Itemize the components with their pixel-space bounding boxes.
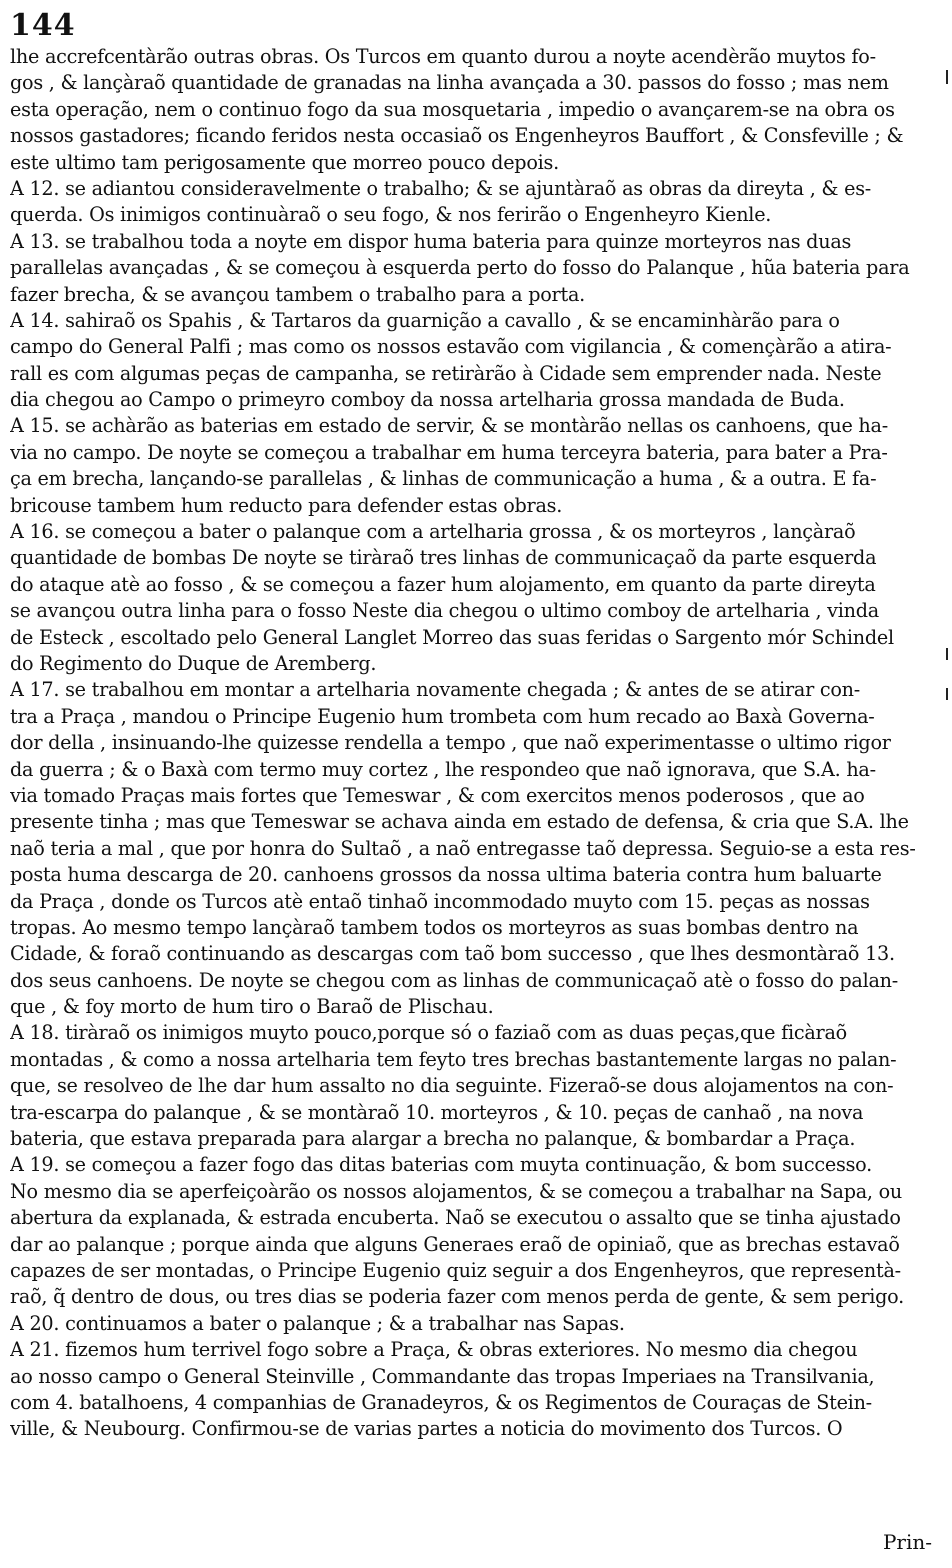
text-line: da guerra ; & o Baxà com termo muy cortez , lhe respondeo que naõ ignorava, que S.A. ha-: [10, 757, 876, 781]
text-line: ça em brecha, lançando-se parallelas , & linhas de communicação a huma , & a outra. E fa-: [10, 467, 877, 491]
catchword: Prin-: [882, 1530, 932, 1554]
text-line: A 20. continuamos a bater o palanque ; & a trabalhar nas Sapas.: [10, 1311, 625, 1335]
text-line: A 13. se trabalhou toda a noyte em dispor huma bateria para quinze morteyros nas duas: [10, 229, 852, 253]
text-line: tra-escarpa do palanque , & se montàraõ 10. morteyros , & 10. peças de canhaõ , na nova: [10, 1100, 864, 1124]
text-line: posta huma descarga de 20. canhoens grossos da nossa ultima bateria contra hum baluarte: [10, 863, 882, 887]
text-line: que, se resolveo de lhe dar hum assalto no dia seguinte. Fizeraõ-se dous alojamentos na con-: [10, 1074, 894, 1098]
text-line: parallelas avançadas , & se começou à esquerda perto do fosso do Palanque , hũa bateria para: [10, 256, 910, 280]
text-line: capazes de ser montadas, o Principe Eugenio quiz seguir a dos Engenheyros, que representà-: [10, 1258, 901, 1282]
text-line: ao nosso campo o General Steinville , Commandante das tropas Imperiaes na Transilvania,: [10, 1364, 875, 1388]
text-line: este ultimo tam perigosamente que morreo pouco depois.: [10, 150, 559, 174]
text-line: naõ teria a mal , que por honra do Sultaõ , a naõ entregasse taõ depressa. Seguio-se a esta res-: [10, 836, 916, 860]
text-line: presente tinha ; mas que Temeswar se achava ainda em estado de defensa, & cria que S.A. lhe: [10, 810, 909, 834]
text-line: esta operação, nem o continuo fogo da sua mosquetaria , impedio o avançarem-se na obra os: [10, 97, 895, 121]
text-line: ville, & Neubourg. Confirmou-se de varias partes a noticia do movimento dos Turcos. O: [10, 1417, 843, 1441]
margin-mark: [946, 648, 948, 660]
text-line: de Esteck , escoltado pelo General Langlet Morreo das suas feridas o Sargento mór Schindel: [10, 625, 894, 649]
text-line: abertura da explanada, & estrada encuberta. Naõ se executou o assalto que se tinha ajustado: [10, 1206, 901, 1230]
text-line: via tomado Praças mais fortes que Temeswar , & com exercitos menos poderosos , que ao: [10, 783, 865, 807]
text-line: No mesmo dia se aperfeiçoàrão os nossos alojamentos, & se começou a trabalhar na Sapa, ou: [10, 1179, 903, 1203]
text-line: do Regimento do Duque de Aremberg.: [10, 651, 377, 675]
text-line: A 18. tiràraõ os inimigos muyto pouco,porque só o faziaõ com as duas peças,que ficàraõ: [10, 1021, 847, 1045]
text-line: A 17. se trabalhou em montar a artelharia novamente chegada ; & antes de se atirar con-: [10, 678, 860, 702]
text-line: querda. Os inimigos continuàraõ o seu fogo, & nos ferirão o Engenheyro Kienle.: [10, 203, 772, 227]
margin-mark: [946, 688, 948, 700]
text-line: dia chegou ao Campo o primeyro comboy da nossa artelharia grossa mandada de Buda.: [10, 388, 845, 412]
text-line: Cidade, & foraõ continuando as descargas com taõ bom successo , que lhes desmontàraõ 13.: [10, 942, 895, 966]
text-line: dos seus canhoens. De noyte se chegou com as linhas de communicaçaõ atè o fosso do palan-: [10, 968, 899, 992]
text-line: com 4. batalhoens, 4 companhias de Granadeyros, & os Regimentos de Couraças de Stein-: [10, 1390, 872, 1414]
text-line: gos , & lançàraõ quantidade de granadas na linha avançada a 30. passos do fosso ; mas nem: [10, 71, 889, 95]
text-line: via no campo. De noyte se começou a trabalhar em huma terceyra bateria, para bater a Pra-: [10, 440, 888, 464]
text-line: se avançou outra linha para o fosso Neste dia chegou o ultimo comboy de artelharia , vinda: [10, 599, 879, 623]
page-number: 144: [10, 8, 76, 43]
body-text: [10, 44, 936, 1443]
text-line: dar ao palanque ; porque ainda que alguns Generaes eraõ de opiniaõ, que as brechas estavaõ: [10, 1232, 900, 1256]
text-line: nossos gastadores; ficando feridos nesta occasiaõ os Engenheyros Bauffort , & Consfeville ; &: [10, 124, 904, 148]
margin-mark: [946, 70, 948, 84]
text-line: rall es com algumas peças de campanha, se retiràrão à Cidade sem emprender nada. Neste: [10, 361, 882, 385]
text-line: A 14. sahiraõ os Spahis , & Tartaros da guarnição a cavallo , & se encaminhàrão para o: [10, 308, 840, 332]
text-line: A 21. fizemos hum terrivel fogo sobre a Praça, & obras exteriores. No mesmo dia chegou: [10, 1338, 858, 1362]
text-line: raõ, q̃ dentro de dous, ou tres dias se poderia fazer com menos perda de gente, & sem perigo.: [10, 1285, 904, 1309]
text-line: quantidade de bombas De noyte se tiràraõ tres linhas de communicaçaõ da parte esquerda: [10, 546, 877, 570]
text-line: lhe accrefcentàrão outras obras. Os Turcos em quanto durou a noyte acendèrão muytos fo-: [10, 45, 876, 68]
text-line: A 12. se adiantou consideravelmente o trabalho; & se ajuntàraõ as obras da direyta , & es-: [10, 176, 872, 200]
text-line: fazer brecha, & se avançou tambem o trabalho para a porta.: [10, 282, 585, 306]
text-line: do ataque atè ao fosso , & se começou a fazer hum alojamento, em quanto da parte direyta: [10, 572, 876, 596]
text-line: que , & foy morto de hum tiro o Baraõ de Plischau.: [10, 995, 494, 1019]
text-line: A 19. se começou a fazer fogo das ditas baterias com muyta continuação, & bom successo.: [10, 1153, 872, 1177]
text-line: bateria, que estava preparada para alargar a brecha no palanque, & bombardar a Praça.: [10, 1127, 856, 1151]
text-line: montadas , & como a nossa artelharia tem feyto tres brechas bastantemente largas no palan-: [10, 1047, 897, 1071]
text-line: A 15. se achàrão as baterias em estado de servir, & se montàrão nellas os canhoens, que ha-: [10, 414, 888, 438]
text-line: da Praça , donde os Turcos atè entaõ tinhaõ incommodado muyto com 15. peças as nossas: [10, 889, 870, 913]
text-line: tra a Praça , mandou o Principe Eugenio hum trombeta com hum recado ao Baxà Governa-: [10, 704, 875, 728]
text-line: A 16. se começou a bater o palanque com a artelharia grossa , & os morteyros , lançàraõ: [10, 520, 856, 544]
text-line: campo do General Palfi ; mas como os nossos estavão com vigilancia , & començàrão a atira-: [10, 335, 892, 359]
text-line: dor della , insinuando-lhe quizesse rendella a tempo , que naõ experimentasse o ultimo rigor: [10, 731, 891, 755]
text-line: bricouse tambem hum reducto para defender estas obras.: [10, 493, 563, 517]
text-line: tropas. Ao mesmo tempo lançàraõ tambem todos os morteyros as suas bombas dentro na: [10, 915, 859, 939]
